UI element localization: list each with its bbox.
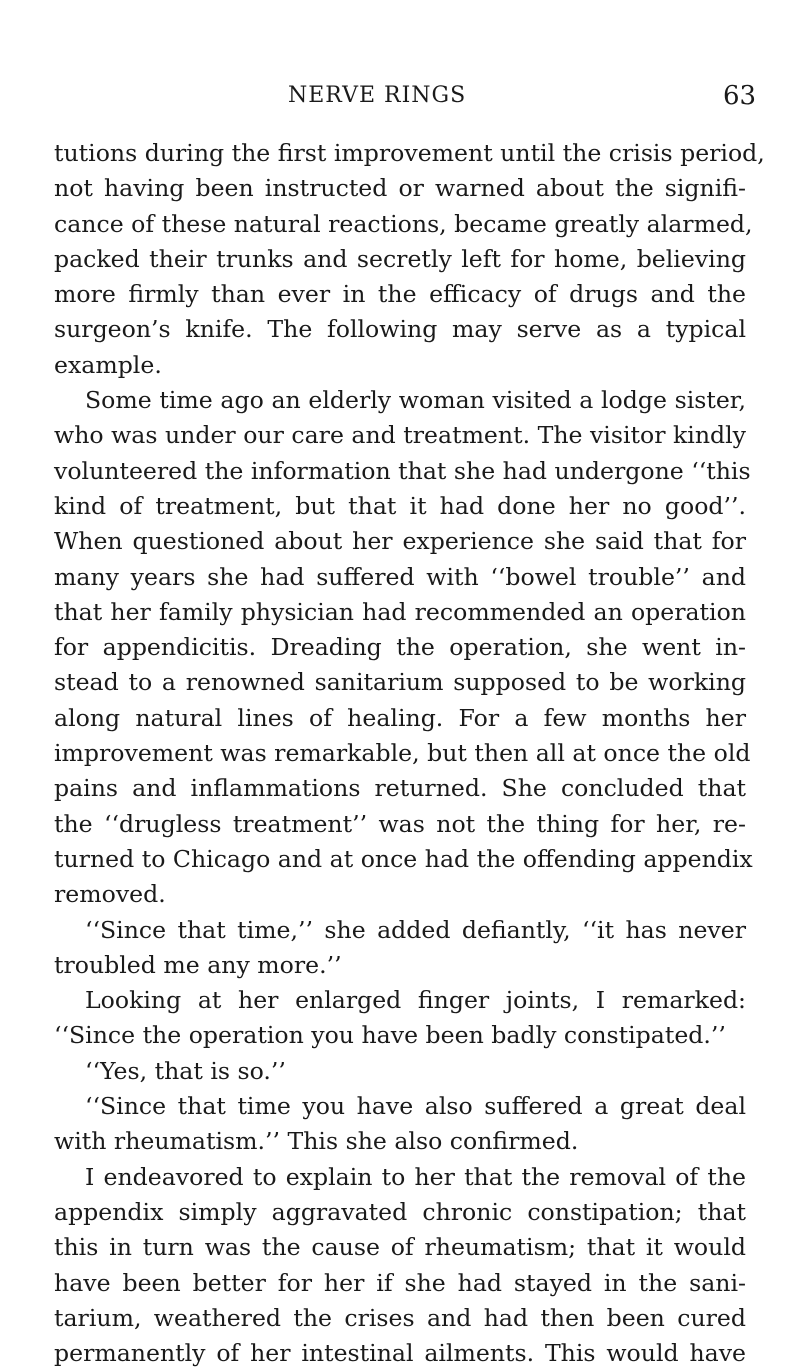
text-line: ‘‘Since that time,’’ she added defiantly, ‘‘it has never xyxy=(85,915,746,944)
text-line: ‘‘Since that time you have also suffered a great deal xyxy=(85,1092,746,1121)
text-line: surgeon’s knife. The following may serve as a typical xyxy=(54,315,746,344)
text-line: have been better for her if she had stayed in the sani- xyxy=(54,1268,746,1297)
text-line: more firmly than ever in the efficacy of drugs and the xyxy=(54,280,746,309)
text-line: cance of these natural reactions, became greatly alarmed, xyxy=(54,209,753,238)
page-number: 63 xyxy=(723,81,757,111)
text-line: removed. xyxy=(54,880,166,909)
text-line: not having been instructed or warned about the signifi- xyxy=(54,174,746,203)
text-line: for appendicitis. Dreading the operation, she went in- xyxy=(54,633,746,662)
running-head xyxy=(0,76,800,116)
running-title: NERVE RINGS xyxy=(288,83,467,108)
text-line: ‘‘Yes, that is so.’’ xyxy=(85,1056,286,1085)
text-line: along natural lines of healing. For a few months her xyxy=(54,703,746,732)
text-line: appendix simply aggravated chronic constipation; that xyxy=(54,1197,746,1226)
text-line: Looking at her enlarged finger joints, I remarked: xyxy=(85,986,746,1015)
text-line: packed their trunks and secretly left for home, believing xyxy=(54,244,746,273)
text-line: volunteered the information that she had undergone ‘‘this xyxy=(54,456,751,485)
text-line: tutions during the first improvement until the crisis period, xyxy=(54,139,765,167)
text-line: kind of treatment, but that it had done her no good’’. xyxy=(54,491,746,520)
text-line: I endeavored to explain to her that the removal of the xyxy=(85,1162,746,1191)
text-line: stead to a renowned sanitarium supposed to be working xyxy=(54,668,746,697)
text-line: the ‘‘drugless treatment’’ was not the thing for her, re- xyxy=(54,809,746,838)
text-line: When questioned about her experience she said that for xyxy=(54,527,746,556)
text-line: example. xyxy=(54,350,162,379)
text-line: with rheumatism.’’ This she also confirmed. xyxy=(54,1127,579,1156)
text-line: pains and inflammations returned. She concluded that xyxy=(54,774,746,803)
text-line: turned to Chicago and at once had the offending appendix xyxy=(54,844,753,873)
text-line: permanently of her intestinal ailments. This would have xyxy=(54,1339,746,1368)
text-line: many years she had suffered with ‘‘bowel trouble’’ and xyxy=(54,562,746,591)
text-line: Some time ago an elderly woman visited a lodge sister, xyxy=(85,386,746,415)
text-line: that her family physician had recommended an operation xyxy=(54,597,746,626)
text-line: ‘‘Since the operation you have been badly constipated.’’ xyxy=(54,1021,726,1050)
text-line: improvement was remarkable, but then all at once the old xyxy=(54,739,751,768)
text-line: who was under our care and treatment. The visitor kindly xyxy=(54,421,746,450)
body-text xyxy=(54,136,765,1371)
text-line: this in turn was the cause of rheumatism; that it would xyxy=(54,1233,746,1262)
text-line: tarium, weathered the crises and had then been cured xyxy=(54,1303,746,1332)
text-line: troubled me any more.’’ xyxy=(54,950,342,979)
